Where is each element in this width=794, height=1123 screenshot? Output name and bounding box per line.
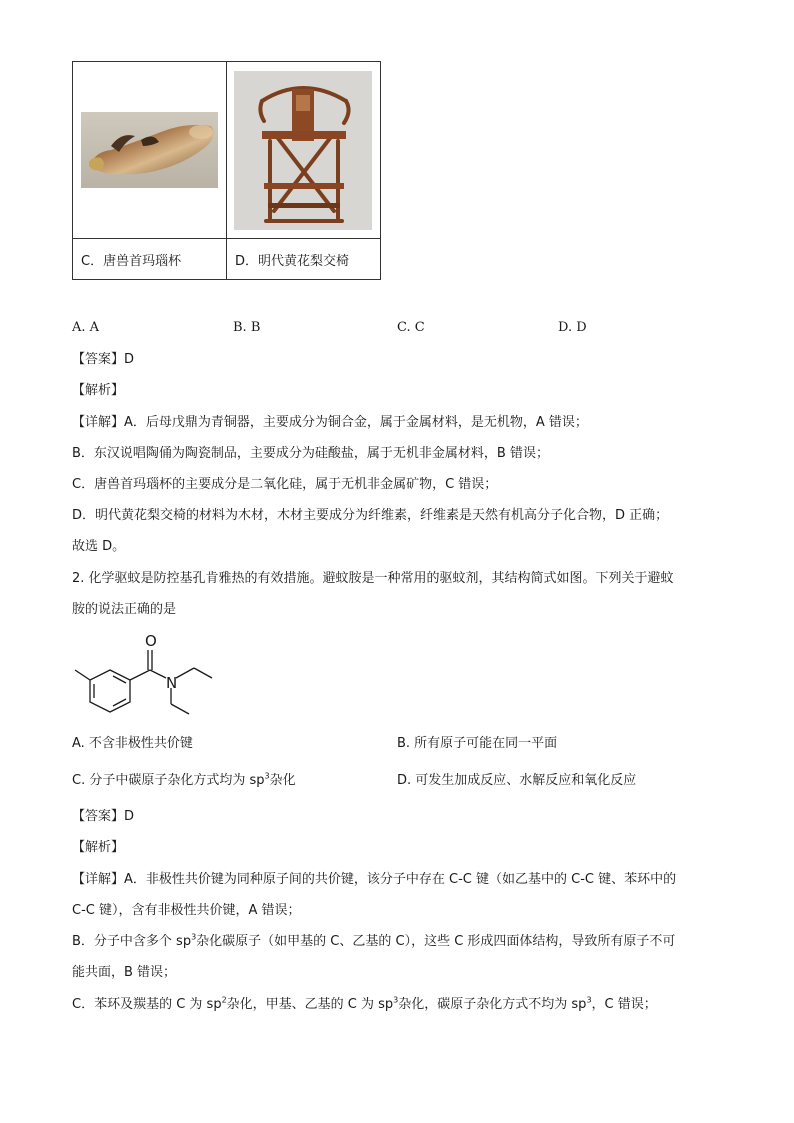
q2-stem: 2. 化学驱蚊是防控基孔肯雅热的有效措施。避蚊胺是一种常用的驱蚊剂，其结构简式如图。下列关于避蚊: [72, 571, 674, 586]
deet-structure-diagram: [70, 628, 220, 720]
q2-option-b: B. 所有原子可能在同一平面: [397, 736, 558, 751]
q1-analysis-line: 【详解】A．后母戊鼎为青铜器，主要成分为铜合金，属于金属材料，是无机物，A 错误；: [72, 415, 588, 430]
q1-analysis-line: D．明代黄花梨交椅的材料为木材，木材主要成分为纤维素，纤维素是天然有机高分子化合物，D 正确；: [72, 508, 669, 523]
q2-stem-cont: 胺的说法正确的是: [72, 602, 177, 617]
q2-option-c-text: C. 分子中碳原子杂化方式均为 sp: [72, 773, 265, 788]
table-divider-horizontal: [73, 238, 380, 239]
q1-analysis-line: B．东汉说唱陶俑为陶瓷制品，主要成分为硅酸盐，属于无机非金属材料，B 错误；: [72, 446, 549, 461]
q1-analysis-line: 故选 D。: [72, 539, 126, 554]
caption-c: C．唐兽首玛瑙杯: [81, 254, 182, 269]
q2-analysis-line: C-C 键），含有非极性共价键，A 错误；: [72, 903, 301, 918]
superscript: 3: [264, 771, 270, 781]
q2-analysis-line: 能共面，B 错误；: [72, 965, 177, 980]
q2-analysis-line: 【详解】A．非极性共价键为同种原子间的共价键，该分子中存在 C-C 键（如乙基中的 C-C 键、苯环中的: [72, 872, 677, 887]
analysis-text: 杂化，碳原子杂化方式不均为 sp: [398, 997, 587, 1012]
superscript: 3: [586, 995, 592, 1005]
analysis-text: B．分子中含多个 sp: [72, 934, 192, 949]
superscript: 3: [393, 995, 399, 1005]
analysis-text: 杂化碳原子（如甲基的 C、乙基的 C），这些 C 形成四面体结构，导致所有原子不可: [196, 934, 676, 949]
q2-option-d: D. 可发生加成反应、水解反应和氧化反应: [397, 773, 637, 788]
q2-analysis-label: 【解析】: [72, 840, 125, 855]
image-table: [72, 61, 381, 280]
q1-option-a: A. A: [72, 320, 100, 335]
q1-option-b: B. B: [233, 320, 261, 335]
q2-option-c: [72, 772, 296, 790]
superscript: 3: [191, 932, 197, 942]
q2-option-a: A. 不含非极性共价键: [72, 736, 193, 751]
oxygen-label: O: [145, 632, 157, 650]
nitrogen-label: N: [166, 674, 178, 692]
agate-cup-image: [81, 112, 218, 188]
analysis-text: C．苯环及羰基的 C 为 sp: [72, 997, 222, 1012]
q1-analysis-label: 【解析】: [72, 383, 125, 398]
analysis-text: ，C 错误；: [591, 997, 657, 1012]
folding-chair-image: [234, 71, 372, 230]
q2-option-c-text-end: 杂化: [269, 773, 296, 788]
q2-answer: 【答案】D: [72, 809, 135, 824]
q2-analysis-line: [72, 996, 657, 1014]
q2-analysis-line: [72, 933, 675, 951]
q1-answer: 【答案】D: [72, 352, 135, 367]
analysis-text: 杂化，甲基、乙基的 C 为 sp: [226, 997, 394, 1012]
table-divider-vertical: [226, 62, 227, 279]
q1-option-c: C. C: [397, 320, 425, 335]
q1-option-d: D. D: [558, 320, 587, 335]
superscript: 2: [221, 995, 227, 1005]
q1-analysis-line: C．唐兽首玛瑙杯的主要成分是二氧化硅，属于无机非金属矿物，C 错误；: [72, 477, 498, 492]
caption-d: D．明代黄花梨交椅: [235, 254, 350, 269]
